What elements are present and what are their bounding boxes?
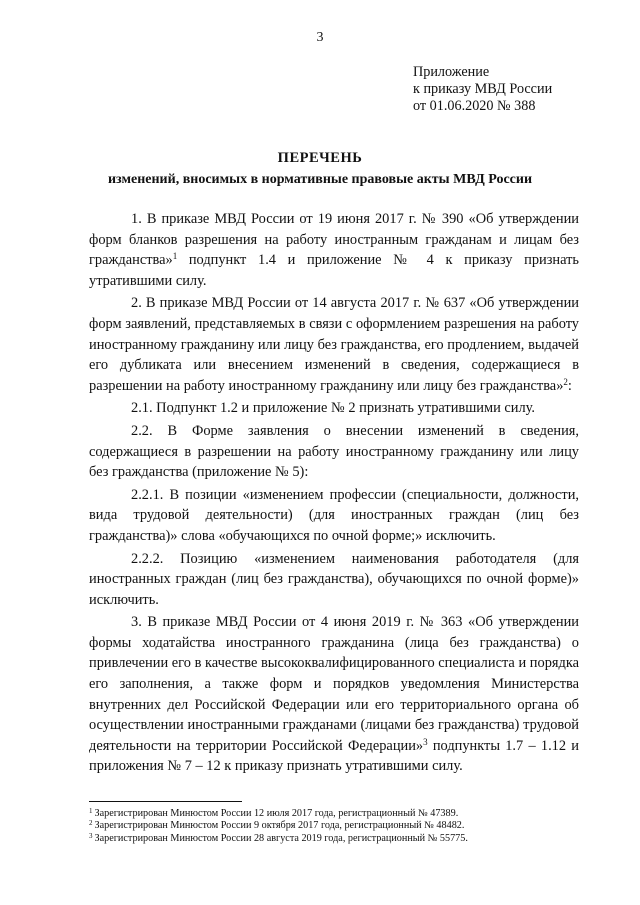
footnote-ref-3: 3: [423, 736, 428, 747]
document-subtitle: изменений, вносимых в нормативные правовые акты МВД России: [107, 172, 533, 187]
footnote-text: Зарегистрирован Минюстом России 28 августа 2019 года, регистрационный № 55775.: [94, 832, 468, 844]
paragraph-3-tail: подпункты 1.7 – 1.12 и приложения № 7 – 12 к приказу признать утратившими силу.: [89, 737, 579, 775]
footnote-divider: [89, 801, 242, 802]
paragraph-2-1: 2.1. Подпункт 1.2 и приложение № 2 признать утратившими силу.: [131, 400, 536, 417]
appendix-line-2: к приказу МВД России: [413, 81, 553, 97]
document-title: ПЕРЕЧЕНЬ: [277, 150, 363, 166]
footnote-text: Зарегистрирован Минюстом России 12 июля 2017 года, регистрационный № 47389.: [94, 808, 459, 819]
footnote-number: 3: [89, 831, 93, 840]
appendix-line-1: Приложение: [413, 64, 490, 80]
footnote-2: [89, 820, 579, 832]
paragraph-1-text: 1. В приказе МВД России от 19 июня 2017 г. № 390 «Об утверждении форм бланков разрешения на работу иностранным гражданам и лицам без гражданства»: [89, 211, 579, 269]
document-body: [89, 209, 579, 777]
paragraph-3: [89, 612, 579, 777]
paragraph-2-2: 2.2. В Форме заявления о внесении изменений в сведения, содержащиеся в разрешении на работу иностранному гражданину или лицу без гражданства (приложение № 5):: [89, 422, 579, 481]
paragraph-2-2-2: 2.2.2. Позицию «изменением наименования работодателя (для иностранных граждан (лиц без гражданства), обучающихся по очной форме)» исключить.: [89, 550, 579, 608]
footnote-text: Зарегистрирован Минюстом России 9 октября 2017 года, регистрационный № 48482.: [94, 820, 465, 832]
paragraph-2-tail: :: [567, 377, 572, 394]
paragraph-2-2-1: 2.2.1. В позиции «изменением профессии (специальности, должности, вида трудовой деятельности) (для иностранных граждан (лиц без гражданства)» слова «обучающихся по очной форме;» исключить.: [89, 486, 579, 544]
footnote-1: [89, 808, 579, 820]
footnote-ref-1: 1: [172, 251, 178, 262]
page-number: 3: [316, 30, 324, 45]
paragraph-1: [89, 209, 579, 291]
footnote-3: [89, 833, 579, 845]
appendix-line-3: от 01.06.2020 № 388: [413, 98, 536, 114]
paragraph-3-text: 3. В приказе МВД России от 4 июня 2019 г. № 363 «Об утверждении формы ходатайства иностранного гражданина (лица без гражданства) о привлечении его в качестве высококвалифицированного специалиста и порядка его заполнения, а также форм и порядков уведомления Министерства внутренних дел Российской Федерации или его территориального органа об осуществлении иностранными гражданами (лицами без гражданства) трудовой деятельности на территории Российской Федерации»: [89, 614, 579, 754]
paragraph-1-tail: подпункт 1.4 и приложение № 4 к приказу признать утратившими силу.: [89, 252, 579, 289]
paragraph-2: [89, 293, 579, 396]
appendix-header: [413, 64, 552, 115]
footnote-number: 2: [89, 819, 93, 828]
paragraph-2-text: 2. В приказе МВД России от 14 августа 2017 г. № 637 «Об утверждении форм заявлений, представляемых в связи с оформлением разрешения на работу иностранному гражданину или лицу без гражданства, его продлением, выдачей его дубликата или внесением изменений в сведения, содержащиеся в разрешении на работу иностранному гражданину или лицу без гражданства»: [89, 295, 579, 394]
footnote-ref-2: 2: [563, 376, 568, 387]
footnotes: [89, 808, 579, 845]
footnote-number: 1: [89, 807, 93, 815]
